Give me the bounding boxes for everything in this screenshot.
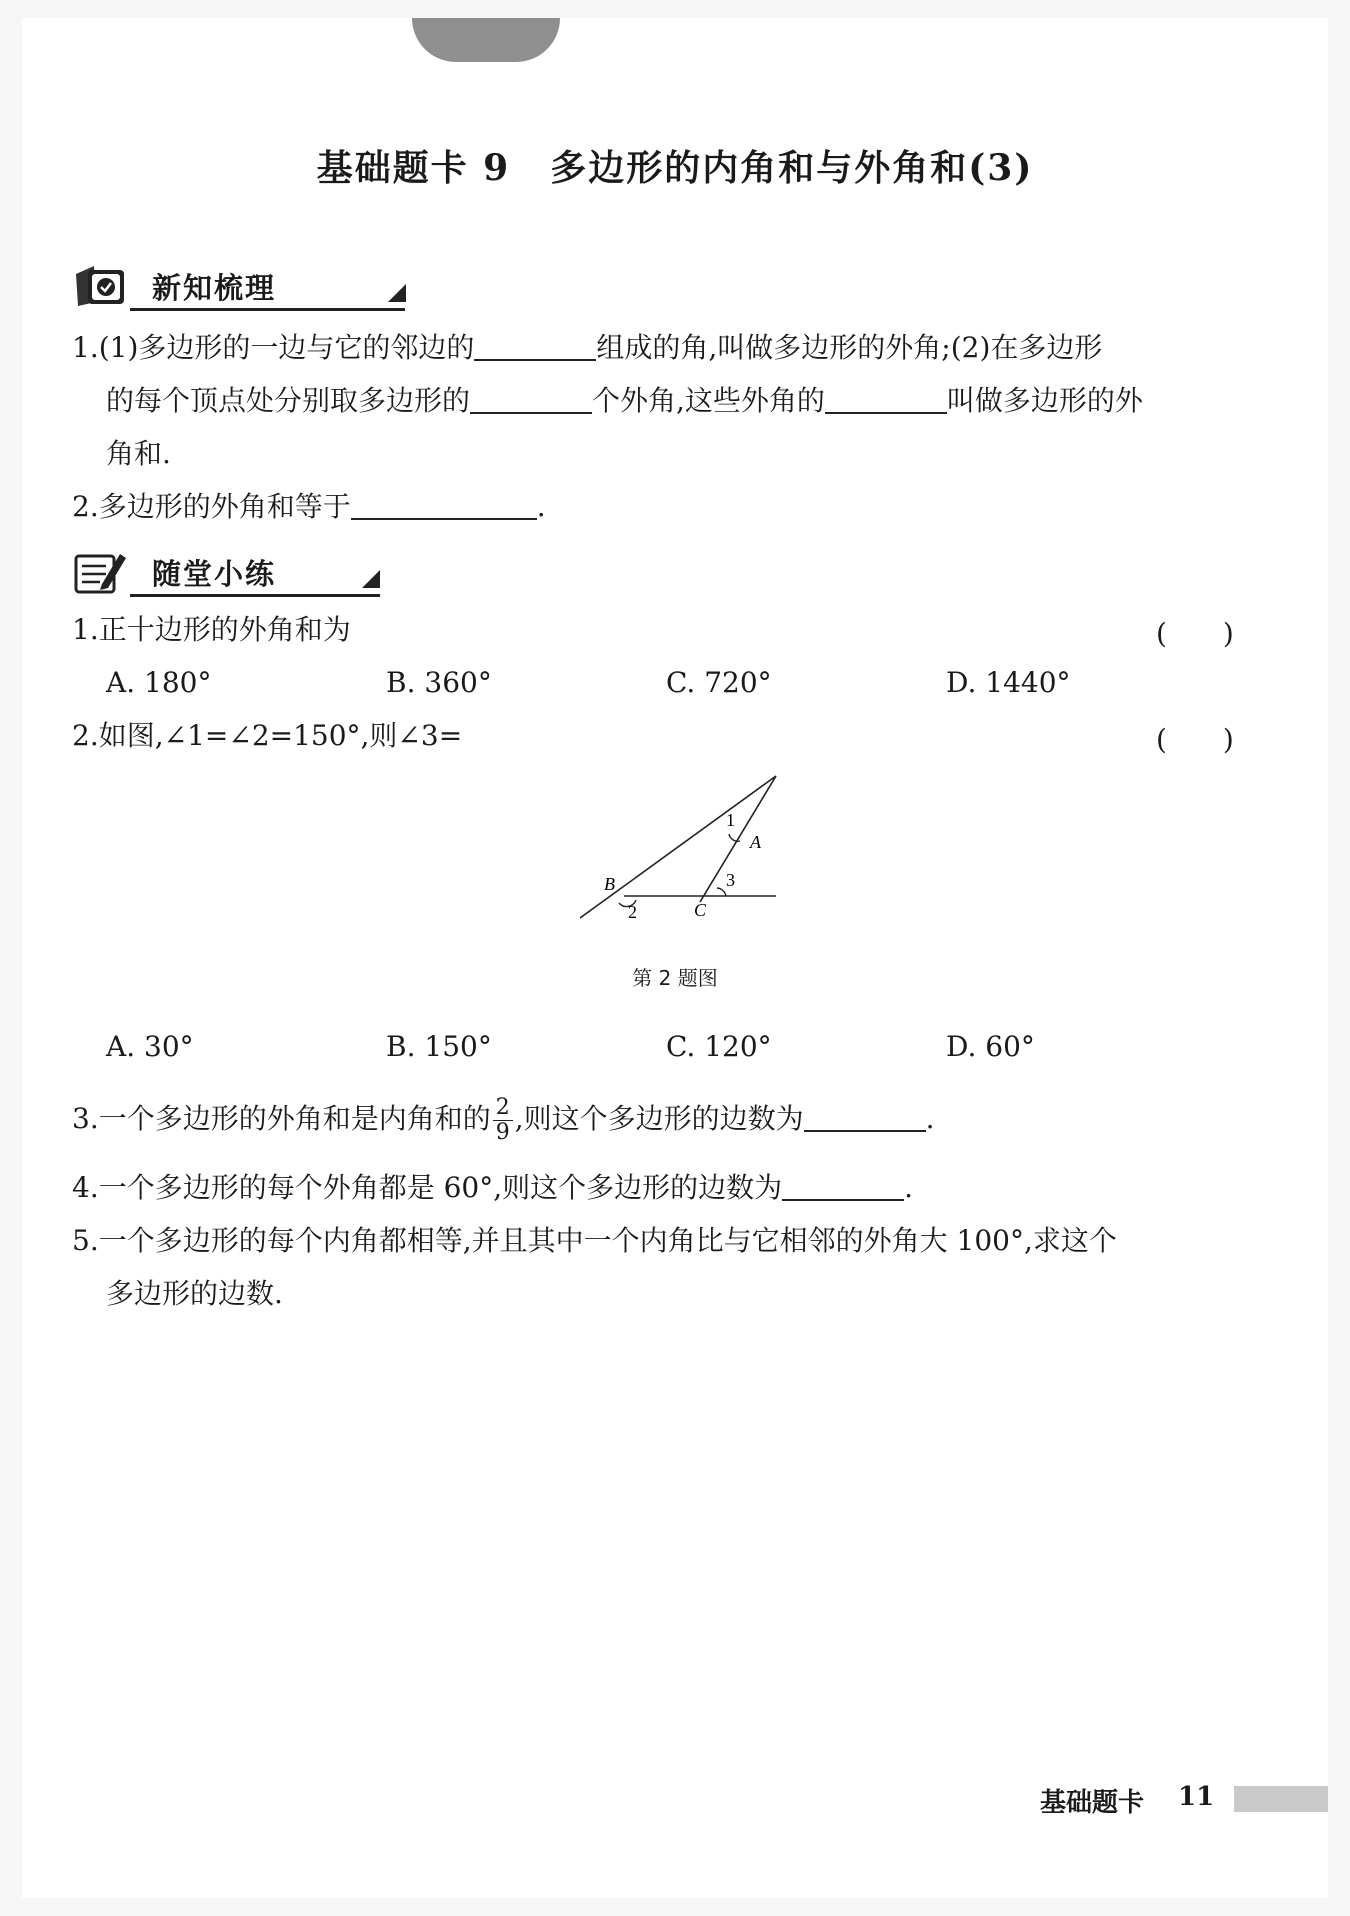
question-text: 正十边形的外角和为 bbox=[98, 613, 351, 646]
option-b[interactable]: B. 150° bbox=[386, 1030, 492, 1063]
answer-blank-1[interactable] bbox=[474, 333, 596, 361]
section-header-practice bbox=[72, 548, 352, 600]
label-c: C bbox=[694, 900, 707, 920]
option-a[interactable]: A. 180° bbox=[106, 666, 212, 699]
question-text: 组成的角,叫做多边形的外角;(2)在多边形 bbox=[596, 331, 1103, 364]
question-text: 一个多边形的外角和是内角和的 bbox=[98, 1102, 491, 1135]
lesson-topic: 多边形的内角和与外角和(3) bbox=[550, 147, 1034, 189]
answer-blank-4[interactable] bbox=[351, 492, 537, 520]
answer-blank-2[interactable] bbox=[470, 386, 592, 414]
question-text: 多边形的外角和等于 bbox=[98, 490, 351, 523]
notebook-check-icon bbox=[72, 264, 130, 308]
answer-blank-q3[interactable] bbox=[804, 1104, 926, 1132]
practice-q5-line1 bbox=[72, 1223, 1117, 1259]
lesson-number: 基础题卡 9 bbox=[316, 147, 511, 189]
question-end: . bbox=[925, 1102, 935, 1135]
question-text: 一个多边形的每个外角都是 60°,则这个多边形的边数为 bbox=[98, 1171, 783, 1204]
practice-q4 bbox=[72, 1170, 913, 1206]
geometry-figure bbox=[580, 768, 790, 928]
fraction-numerator: 2 bbox=[493, 1096, 513, 1121]
answer-blank-q4[interactable] bbox=[782, 1173, 904, 1201]
question-end: . bbox=[536, 490, 546, 523]
label-2: 2 bbox=[628, 902, 637, 922]
page-title bbox=[0, 140, 1350, 191]
section-triangle bbox=[388, 284, 406, 302]
figure-caption: 第 2 题图 bbox=[632, 966, 718, 990]
question-number: 1. bbox=[72, 613, 99, 646]
question-end: . bbox=[904, 1171, 914, 1204]
section-label: 新知梳理 bbox=[152, 271, 277, 305]
knowledge-q1-line1 bbox=[72, 330, 1102, 366]
page-number: 11 bbox=[1178, 1782, 1215, 1812]
page-top-mark bbox=[412, 18, 560, 62]
question-text: 一个多边形的每个内角都相等,并且其中一个内角比与它相邻的外角大 100°,求这个 bbox=[98, 1224, 1117, 1257]
section-label: 随堂小练 bbox=[152, 557, 277, 591]
practice-q2 bbox=[72, 718, 462, 754]
question-text: ,则这个多边形的边数为 bbox=[514, 1102, 804, 1135]
option-b[interactable]: B. 360° bbox=[386, 666, 492, 699]
practice-q5-line2: 多边形的边数. bbox=[106, 1277, 283, 1310]
option-d[interactable]: D. 60° bbox=[946, 1030, 1035, 1063]
question-text: 如图,∠1=∠2=150°,则∠3= bbox=[98, 719, 463, 752]
section-underline bbox=[130, 308, 405, 311]
line-through-c-a bbox=[700, 776, 776, 902]
section-triangle bbox=[362, 570, 380, 588]
question-text: 的每个顶点处分别取多边形的 bbox=[106, 384, 471, 417]
footer-bar bbox=[1234, 1786, 1328, 1812]
option-a[interactable]: A. 30° bbox=[106, 1030, 194, 1063]
label-1: 1 bbox=[726, 810, 735, 830]
answer-bracket-q2[interactable]: ( ) bbox=[1156, 723, 1234, 756]
question-number: 5. bbox=[72, 1224, 99, 1257]
label-b: B bbox=[604, 874, 615, 894]
question-text: (1)多边形的一边与它的邻边的 bbox=[98, 331, 475, 364]
question-number: 1. bbox=[72, 331, 99, 364]
option-c[interactable]: C. 120° bbox=[666, 1030, 772, 1063]
section-header-new-knowledge bbox=[72, 262, 352, 314]
pencil-note-icon bbox=[72, 550, 130, 594]
label-a: A bbox=[750, 832, 761, 852]
angle-3-arc bbox=[717, 888, 726, 896]
fraction-two-ninths bbox=[493, 1096, 513, 1145]
section-underline bbox=[130, 594, 380, 597]
knowledge-q2 bbox=[72, 489, 546, 525]
knowledge-q1-line3: 角和. bbox=[106, 437, 171, 470]
question-number: 4. bbox=[72, 1171, 99, 1204]
question-text: 叫做多边形的外 bbox=[946, 384, 1143, 417]
question-number: 2. bbox=[72, 719, 99, 752]
option-c[interactable]: C. 720° bbox=[666, 666, 772, 699]
label-3: 3 bbox=[726, 870, 735, 890]
question-text: 个外角,这些外角的 bbox=[592, 384, 825, 417]
question-number: 3. bbox=[72, 1102, 99, 1135]
practice-q3 bbox=[72, 1096, 935, 1145]
answer-bracket-q1[interactable]: ( ) bbox=[1156, 617, 1234, 650]
footer-label: 基础题卡 bbox=[1040, 1788, 1145, 1818]
answer-blank-3[interactable] bbox=[825, 386, 947, 414]
question-number: 2. bbox=[72, 490, 99, 523]
option-d[interactable]: D. 1440° bbox=[946, 666, 1071, 699]
practice-q1 bbox=[72, 612, 351, 648]
fraction-denominator: 9 bbox=[495, 1120, 510, 1145]
knowledge-q1-line2 bbox=[106, 383, 1143, 419]
